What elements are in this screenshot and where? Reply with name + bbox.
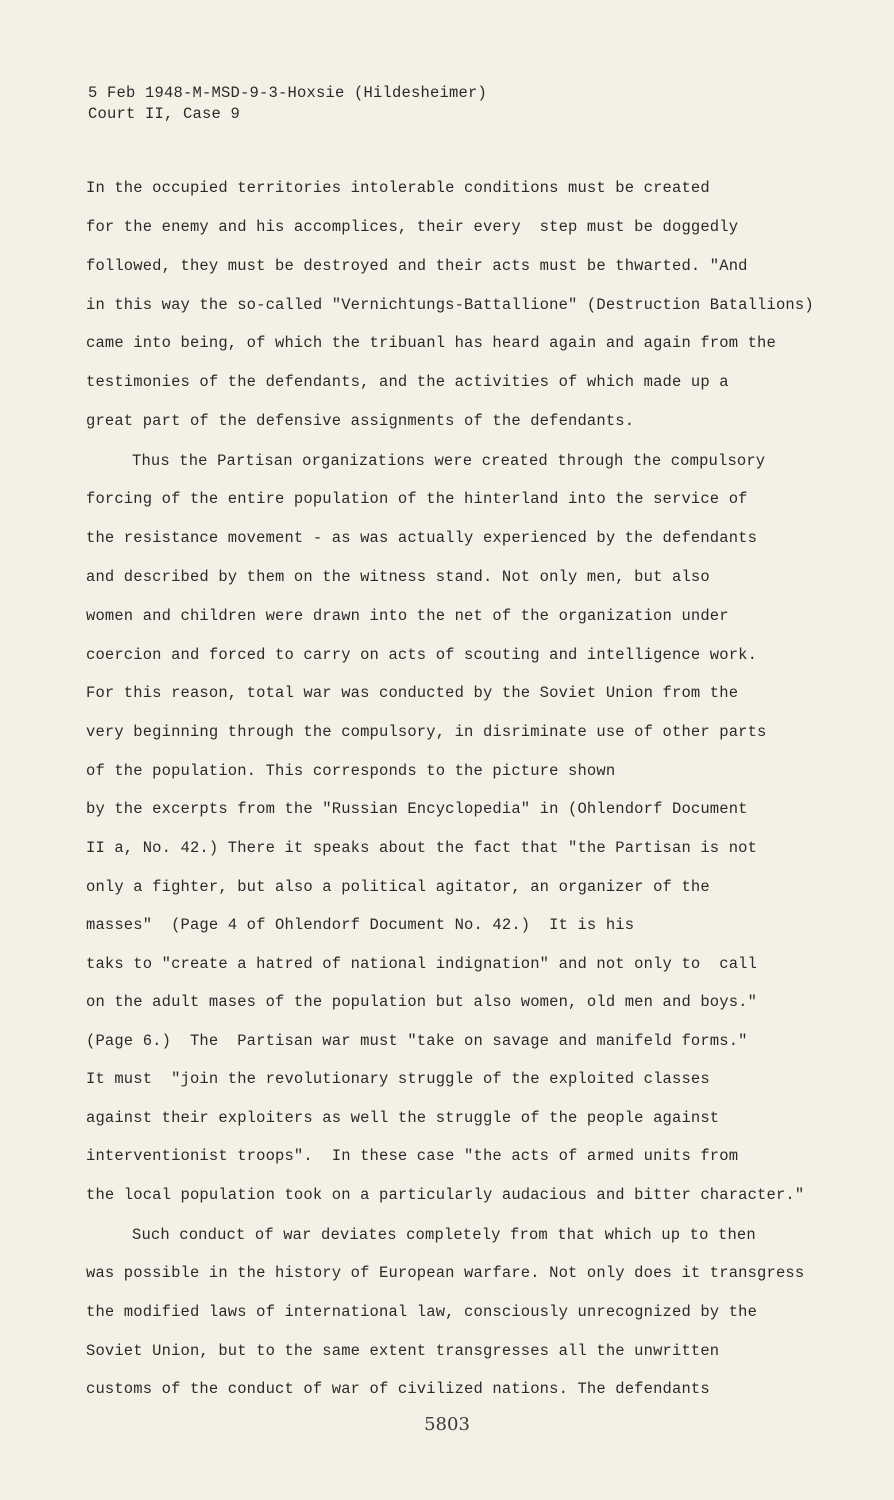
- text-line: It must "join the revolutionary struggle of the exploited classes: [86, 1070, 710, 1088]
- paragraph-start-line: Such conduct of war deviates completely from that which up to then: [132, 1226, 756, 1244]
- header-court-line: Court II, Case 9: [88, 105, 241, 123]
- text-line: very beginning through the compulsory, in disriminate use of other parts: [86, 723, 767, 741]
- text-line: against their exploiters as well the struggle of the people against: [86, 1109, 720, 1127]
- text-line: (Page 6.) The Partisan war must "take on savage and manifeld forms.": [86, 1032, 748, 1050]
- text-line: followed, they must be destroyed and their acts must be thwarted. "And: [86, 257, 748, 275]
- page-number: 5803: [424, 1414, 470, 1435]
- text-line: the resistance movement - as was actually experienced by the defendants: [86, 529, 758, 547]
- text-line: great part of the defensive assignments of the defendants.: [86, 412, 635, 430]
- text-line: taks to "create a hatred of national indignation" and not only to call: [86, 955, 758, 973]
- text-line: masses" (Page 4 of Ohlendorf Document No. 42.) It is his: [86, 916, 635, 934]
- text-line: forcing of the entire population of the hinterland into the service of: [86, 490, 748, 508]
- text-line: of the population. This corresponds to the picture shown: [86, 762, 616, 780]
- text-line: the modified laws of international law, consciously unrecognized by the: [86, 1303, 758, 1321]
- text-line: women and children were drawn into the net of the organization under: [86, 607, 729, 625]
- text-line: In the occupied territories intolerable conditions must be created: [86, 179, 710, 197]
- text-line: the local population took on a particularly audacious and bitter character.": [86, 1186, 805, 1204]
- text-line: on the adult mases of the population but also women, old men and boys.": [86, 993, 758, 1011]
- text-line: came into being, of which the tribuanl has heard again and again from the: [86, 334, 776, 352]
- text-line: for the enemy and his accomplices, their every step must be doggedly: [86, 218, 739, 236]
- text-line: coercion and forced to carry on acts of scouting and intelligence work.: [86, 646, 758, 664]
- text-line: by the excerpts from the "Russian Encyclopedia" in (Ohlendorf Document: [86, 800, 748, 818]
- text-line: For this reason, total war was conducted by the Soviet Union from the: [86, 684, 739, 702]
- header-case-line: 5 Feb 1948-M-MSD-9-3-Hoxsie (Hildesheimer): [88, 84, 488, 102]
- text-line: and described by them on the witness stand. Not only men, but also: [86, 568, 710, 586]
- text-line: in this way the so-called "Vernichtungs-Battallione" (Destruction Batallions): [86, 296, 814, 314]
- paragraph-start-line: Thus the Partisan organizations were created through the compulsory: [132, 452, 766, 470]
- text-line: Soviet Union, but to the same extent transgresses all the unwritten: [86, 1342, 720, 1360]
- text-line: was possible in the history of European warfare. Not only does it transgress: [86, 1264, 805, 1282]
- text-line: II a, No. 42.) There it speaks about the fact that "the Partisan is not: [86, 839, 758, 857]
- text-line: testimonies of the defendants, and the activities of which made up a: [86, 373, 729, 391]
- text-line: only a fighter, but also a political agitator, an organizer of the: [86, 878, 710, 896]
- text-line: interventionist troops". In these case "the acts of armed units from: [86, 1147, 739, 1165]
- text-line: customs of the conduct of war of civilized nations. The defendants: [86, 1380, 710, 1398]
